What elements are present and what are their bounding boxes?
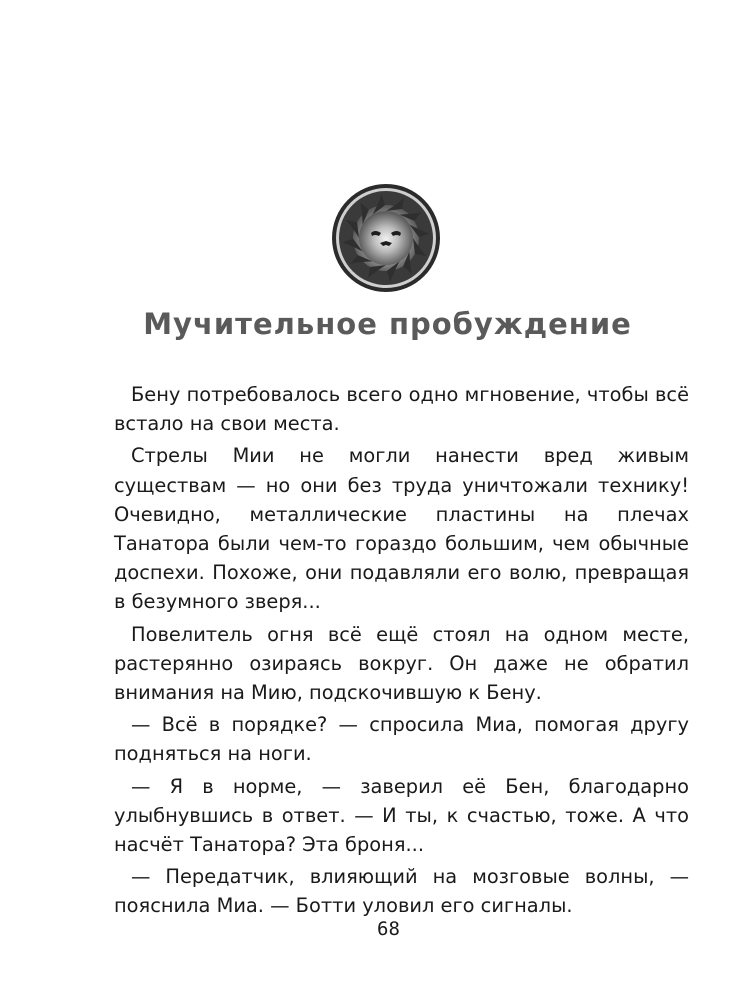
paragraph: — Передатчик, влияющий на мозговые волны, — пояснила Миа. — Ботти уловил его сигналы. xyxy=(114,865,689,918)
paragraph: — Всё в порядке? — спросила Миа, помогая другу подняться на ноги. xyxy=(114,713,689,766)
paragraph: Повелитель огня всё ещё стоял на одном месте, растерянно озираясь вокруг. Он даже не обратил внимания на Мию, подскочившую к Бену. xyxy=(114,622,689,705)
paragraph: — Я в норме, — заверил её Бен, благодарно улыбнувшись в ответ. — И ты, к счастью, тоже. А что насчёт Танатора? Эта броня... xyxy=(114,774,689,857)
paragraph: Стрелы Мии не могли нанести вред живым существам — но они без труда уничтожали технику! Очевидно, металлические пластины на плечах Танатора были чем-то гораздо большим, чем обычные доспехи. Похоже, они подавляли его волю, превращая в безумного зверя... xyxy=(114,444,689,614)
page-number: 68 xyxy=(377,918,400,940)
chapter-title: Мучительное пробуждение xyxy=(143,307,632,341)
chapter-text xyxy=(114,380,689,921)
paragraph: Бену потребовалось всего одно мгновение, чтобы всё встало на свои места. xyxy=(114,383,689,436)
lion-saw-medallion-icon xyxy=(331,183,441,293)
